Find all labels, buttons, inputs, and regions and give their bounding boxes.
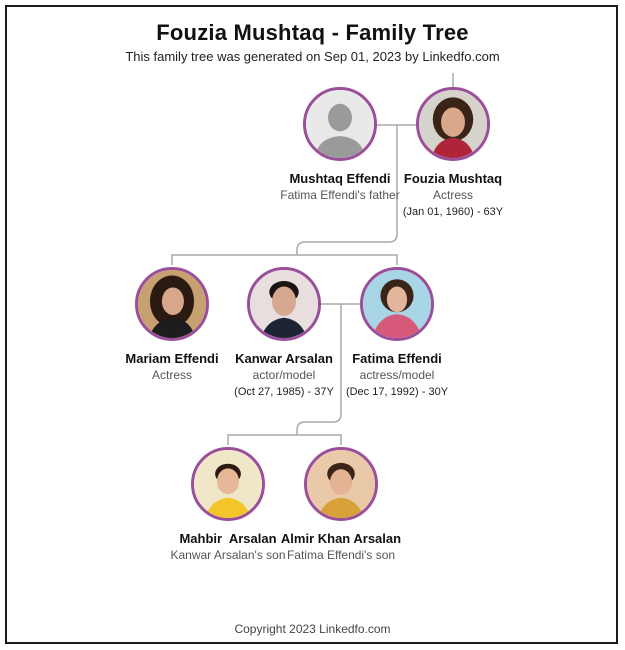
person-role: Actress bbox=[432, 188, 473, 202]
person-almir-khan-arsalan bbox=[261, 530, 421, 564]
person-role: Fatima Effendi's father bbox=[280, 188, 400, 202]
avatar-mushtaq-effendi[interactable] bbox=[303, 87, 377, 161]
person-dates: (Jan 01, 1960) - 63Y bbox=[402, 206, 504, 218]
person-role: actor/model bbox=[252, 368, 316, 382]
portrait-photo-icon bbox=[419, 90, 487, 158]
page-subtitle: This family tree was generated on Sep 01, 2023 by Linkedfo.com bbox=[125, 49, 500, 64]
person-name[interactable]: Kanwar Arsalan bbox=[235, 351, 333, 366]
avatar-mariam-effendi[interactable] bbox=[135, 267, 209, 341]
person-role: Actress bbox=[151, 368, 192, 382]
portrait-photo-icon bbox=[194, 450, 262, 518]
person-role: Kanwar Arsalan's son bbox=[170, 548, 286, 562]
placeholder-person-icon bbox=[306, 90, 374, 158]
person-dates: (Dec 17, 1992) - 30Y bbox=[345, 386, 449, 398]
connector-siblings bbox=[172, 255, 397, 265]
avatar-fouzia-mushtaq[interactable] bbox=[416, 87, 490, 161]
portrait-photo-icon bbox=[138, 270, 206, 338]
person-name[interactable]: Mahbir Arsalan bbox=[179, 531, 277, 546]
copyright: Copyright 2023 Linkedfo.com bbox=[234, 622, 391, 636]
person-name[interactable]: Almir Khan Arsalan bbox=[280, 531, 402, 546]
person-name[interactable]: Fouzia Mushtaq bbox=[403, 171, 503, 186]
person-fouzia-mushtaq bbox=[373, 170, 533, 221]
person-name[interactable]: Mushtaq Effendi bbox=[289, 171, 391, 186]
person-fatima-effendi bbox=[317, 350, 477, 401]
person-name[interactable]: Mariam Effendi bbox=[125, 351, 219, 366]
connector-grandchildren bbox=[228, 435, 341, 445]
avatar-almir-khan-arsalan[interactable] bbox=[304, 447, 378, 521]
portrait-photo-icon bbox=[250, 270, 318, 338]
portrait-photo-icon bbox=[307, 450, 375, 518]
person-role: actress/model bbox=[359, 368, 435, 382]
avatar-fatima-effendi[interactable] bbox=[360, 267, 434, 341]
person-role: Fatima Effendi's son bbox=[286, 548, 396, 562]
person-dates: (Oct 27, 1985) - 37Y bbox=[234, 386, 334, 398]
page-title: Fouzia Mushtaq - Family Tree bbox=[156, 20, 469, 45]
avatar-mahbir-arsalan[interactable] bbox=[191, 447, 265, 521]
portrait-photo-icon bbox=[363, 270, 431, 338]
person-name[interactable]: Fatima Effendi bbox=[352, 351, 442, 366]
avatar-kanwar-arsalan[interactable] bbox=[247, 267, 321, 341]
